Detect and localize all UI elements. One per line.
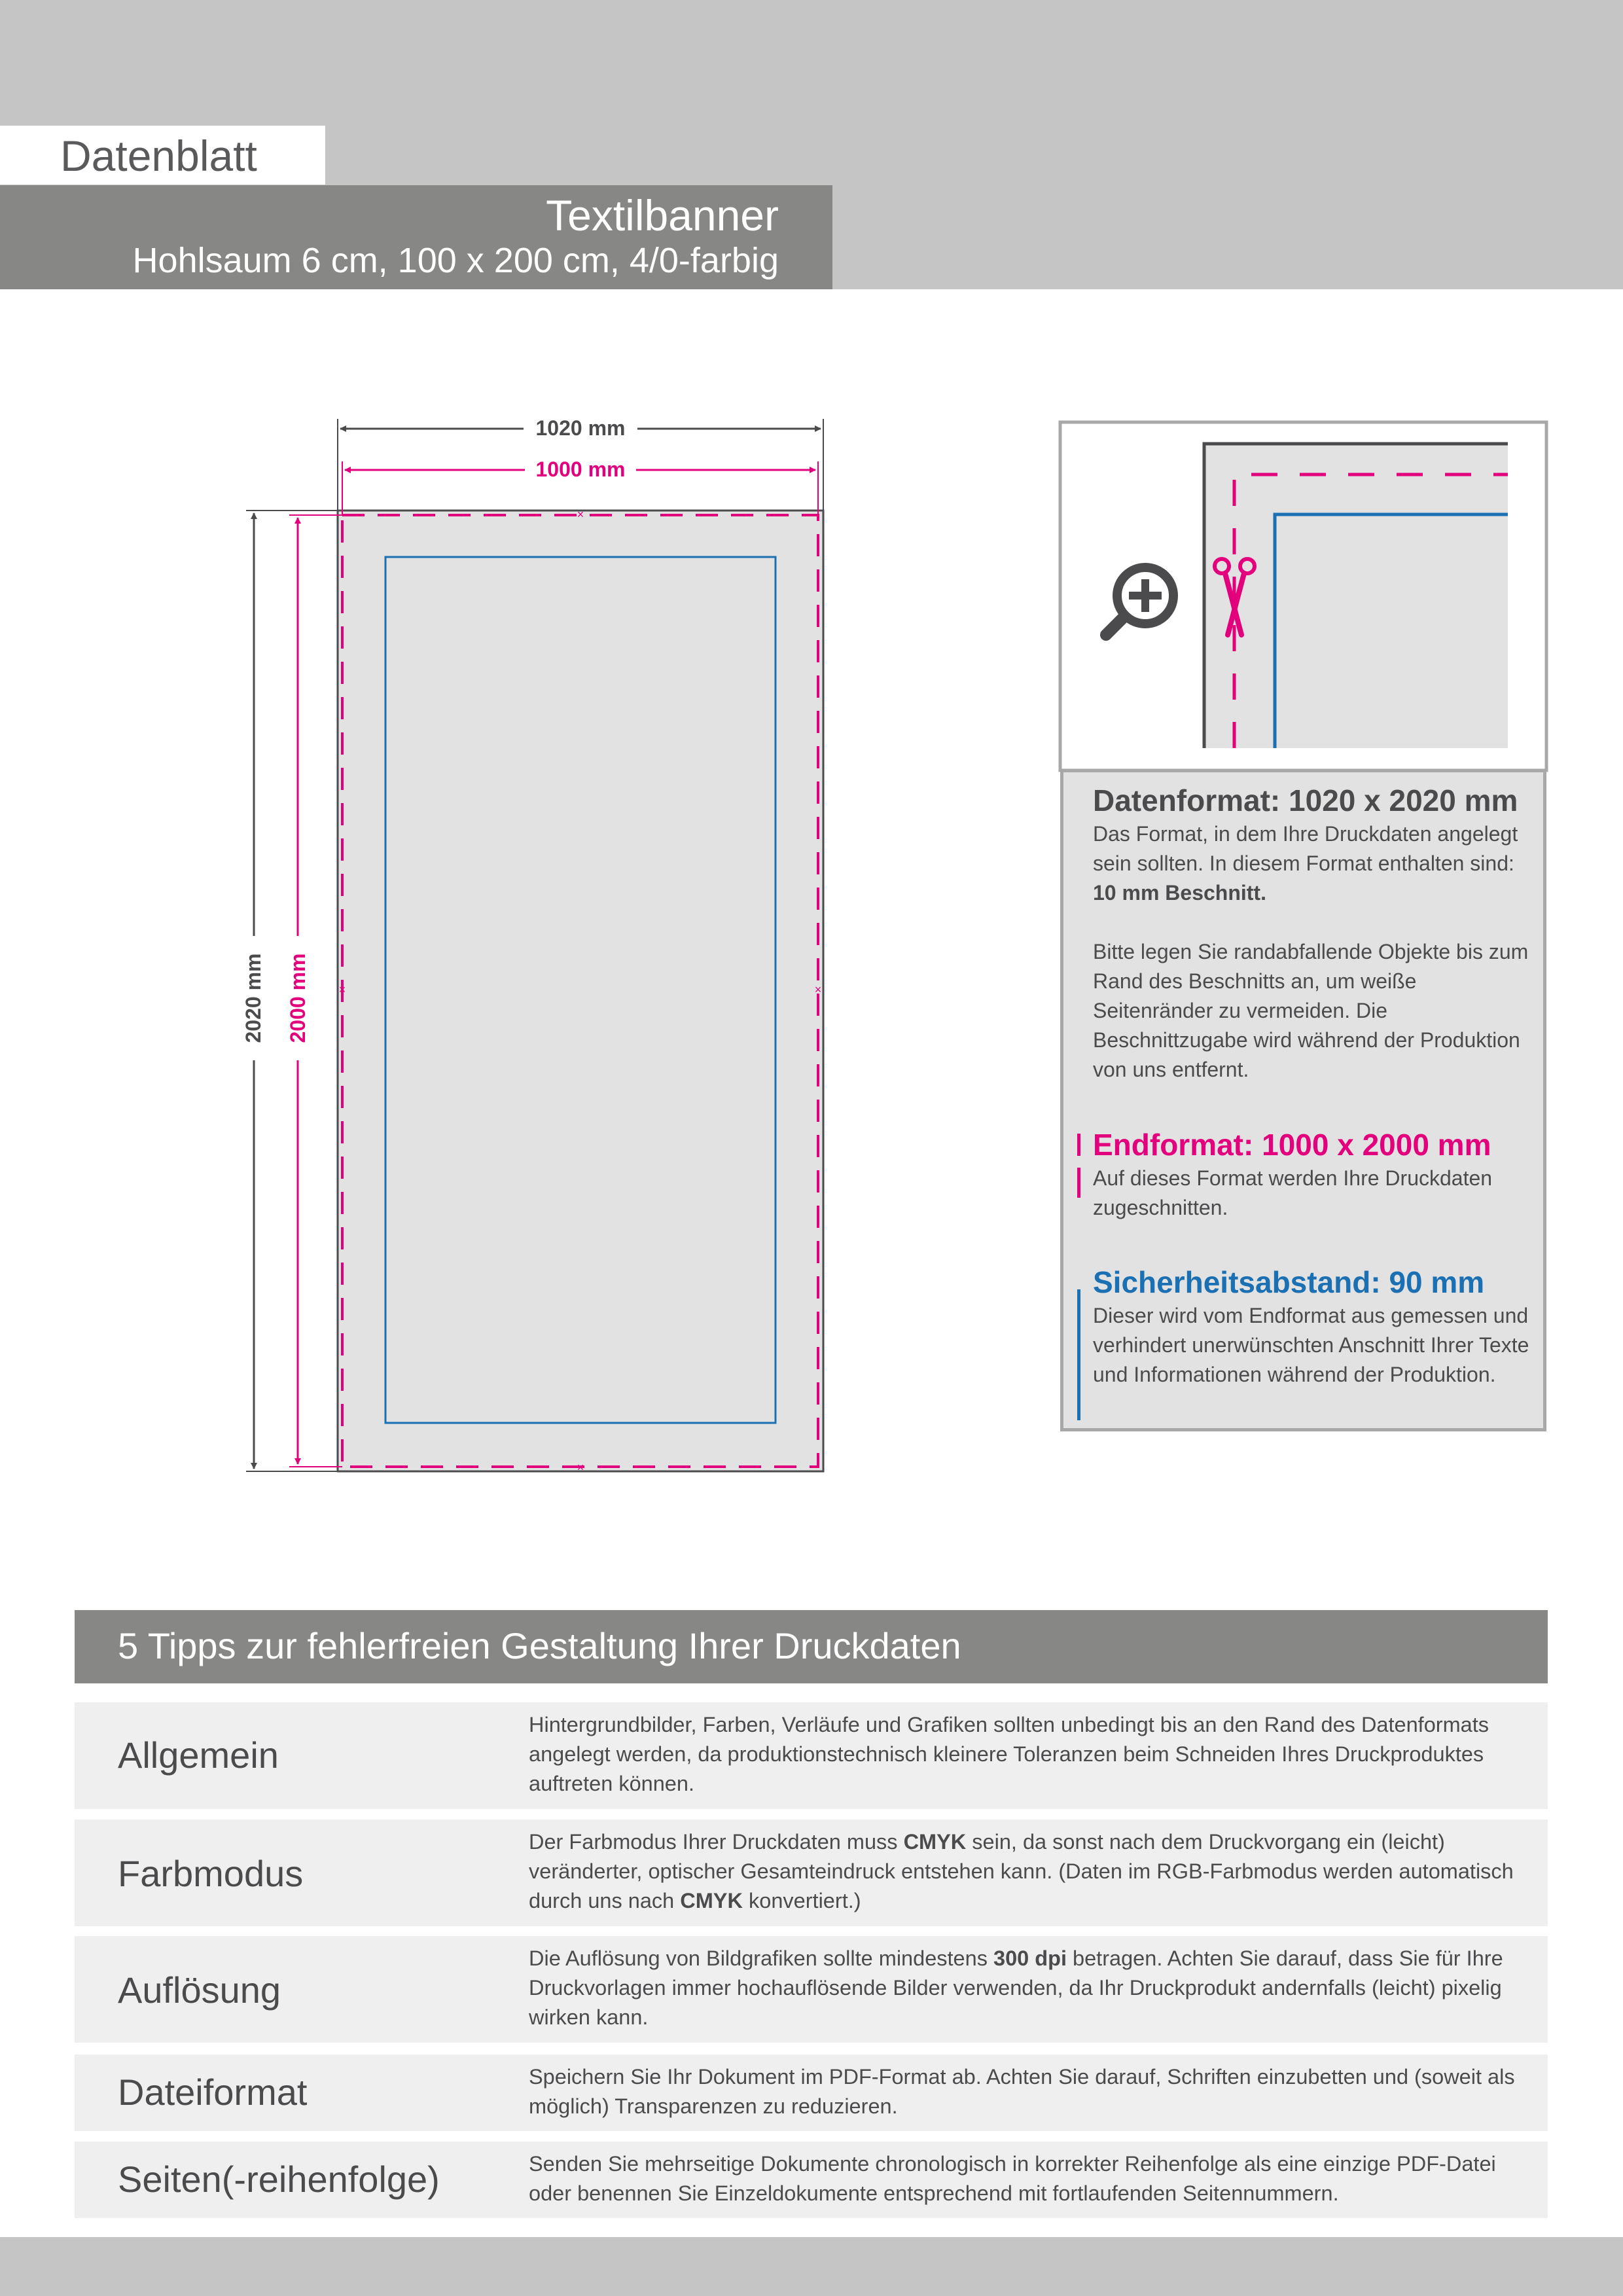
tip-row-dateiformat [75,2054,1548,2131]
tip-text [529,1944,1537,2032]
tip-text-bold: CMYK [680,1889,743,1912]
data-format-section [1093,781,1538,1085]
tip-text-part: Senden Sie mehrseitige Dokumente chronologisch in korrekter Reihenfolge als eine einzige PDF-Datei oder benennen Sie Einzeldokumente entsprechend mit fortlaufenden Seitennummern. [529,2152,1496,2205]
tip-text-part: Speichern Sie Ihr Dokument im PDF-Format ab. Achten Sie darauf, Schriften einzubetten und (soweit als möglich) Transparenzen zu reduzieren. [529,2065,1515,2118]
document-type-text: Datenblatt [60,132,257,180]
safety-margin-title: Sicherheitsabstand: 90 mm [1093,1265,1485,1299]
data-format-text [1093,819,1538,908]
cut-mark-top: × [577,508,584,521]
width-final-label: 1000 mm [535,457,626,481]
product-title: Textilbanner [546,191,779,240]
height-data-label: 2020 mm [241,953,265,1043]
tip-text-part: betragen. Achten Sie darauf, dass Sie für Ihre Druckvorlagen immer hochauflösende Bilder verwenden, da Ihr Druckprodukt andernfalls (leicht) pixelig wirken kann. [529,1946,1503,2029]
tips-heading-bar [75,1610,1548,1683]
safety-margin-section [1093,1263,1538,1390]
safety-margin-text: Dieser wird vom Endformat aus gemessen und verhindert unerwünschten Anschnitt Ihrer Texte und Informationen während der Produktion. [1093,1304,1529,1386]
tip-key: Allgemein [118,1734,279,1776]
tip-row-farbmodus [75,1820,1548,1926]
tip-text-bold: CMYK [903,1830,967,1854]
width-data-label: 1020 mm [535,416,626,440]
tip-key: Seiten(-reihenfolge) [118,2159,440,2200]
tip-key: Auflösung [118,1969,281,2011]
product-subtitle: Hohlsaum 6 cm, 100 x 200 cm, 4/0-farbig [132,241,779,280]
final-format-title: Endformat: 1000 x 2000 mm [1093,1128,1491,1162]
format-info-panel [1060,769,1546,1431]
footer-band [0,2237,1623,2296]
tip-text [529,1710,1537,1799]
tip-text-part: konvertiert.) [749,1889,861,1912]
cut-mark-bottom: × [577,1461,584,1474]
zoom-detail-fill [1204,444,1508,748]
tip-text-bold: 300 dpi [993,1946,1067,1970]
tip-text [529,2149,1537,2208]
tip-row-aufloesung [75,1936,1548,2043]
final-format-section [1093,1126,1538,1223]
tip-row-seitenreihenfolge [75,2142,1548,2218]
tip-key: Dateiformat [118,2072,308,2113]
bleed-amount: 10 mm Beschnitt. [1093,881,1266,905]
data-format-description: Das Format, in dem Ihre Druckdaten angelegt sein sollten. In diesem Format enthalten sind: [1093,822,1518,875]
tip-text-part: Die Auflösung von Bildgrafiken sollte mindestens [529,1946,988,1970]
tip-text-part: Hintergrundbilder, Farben, Verläufe und Grafiken sollten unbedingt bis an den Rand des Datenformats angelegt werden, da produktionstechnisch kleinere Toleranzen beim Schneiden Ihres Druckproduktes auftreten können. [529,1713,1489,1795]
data-format-area [338,511,823,1471]
cut-mark-left: × [338,983,346,996]
final-format-text: Auf dieses Format werden Ihre Druckdaten zugeschnitten. [1093,1166,1493,1219]
data-format-title: Datenformat: 1020 x 2020 mm [1093,783,1518,817]
tip-text [529,1827,1537,1916]
final-format-marker-2 [1077,1168,1080,1198]
tip-text [529,2062,1537,2121]
safety-margin-marker [1077,1289,1080,1420]
tips-heading: 5 Tipps zur fehlerfreien Gestaltung Ihrer Druckdaten [118,1625,961,1666]
height-final-label: 2000 mm [286,953,310,1043]
cut-mark-right: × [814,983,822,996]
tip-key: Farbmodus [118,1853,304,1894]
final-format-marker [1077,1134,1080,1156]
bleed-instructions: Bitte legen Sie randabfallende Objekte bis zum Rand des Beschnitts an, um weiße Seitenränder zu vermeiden. Die Beschnittzugabe wird während der Produktion von uns entfernt. [1093,940,1529,1081]
tip-text-part: sein, da sonst nach dem Druckvorgang ein (leicht) veränderter, optischer Gesamteindruck entstehen kann. (Daten im RGB-Farbmodus werden automatisch durch uns nach [529,1830,1514,1912]
tip-text-part: Der Farbmodus Ihrer Druckdaten muss [529,1830,898,1854]
tip-row-allgemein [75,1702,1548,1809]
